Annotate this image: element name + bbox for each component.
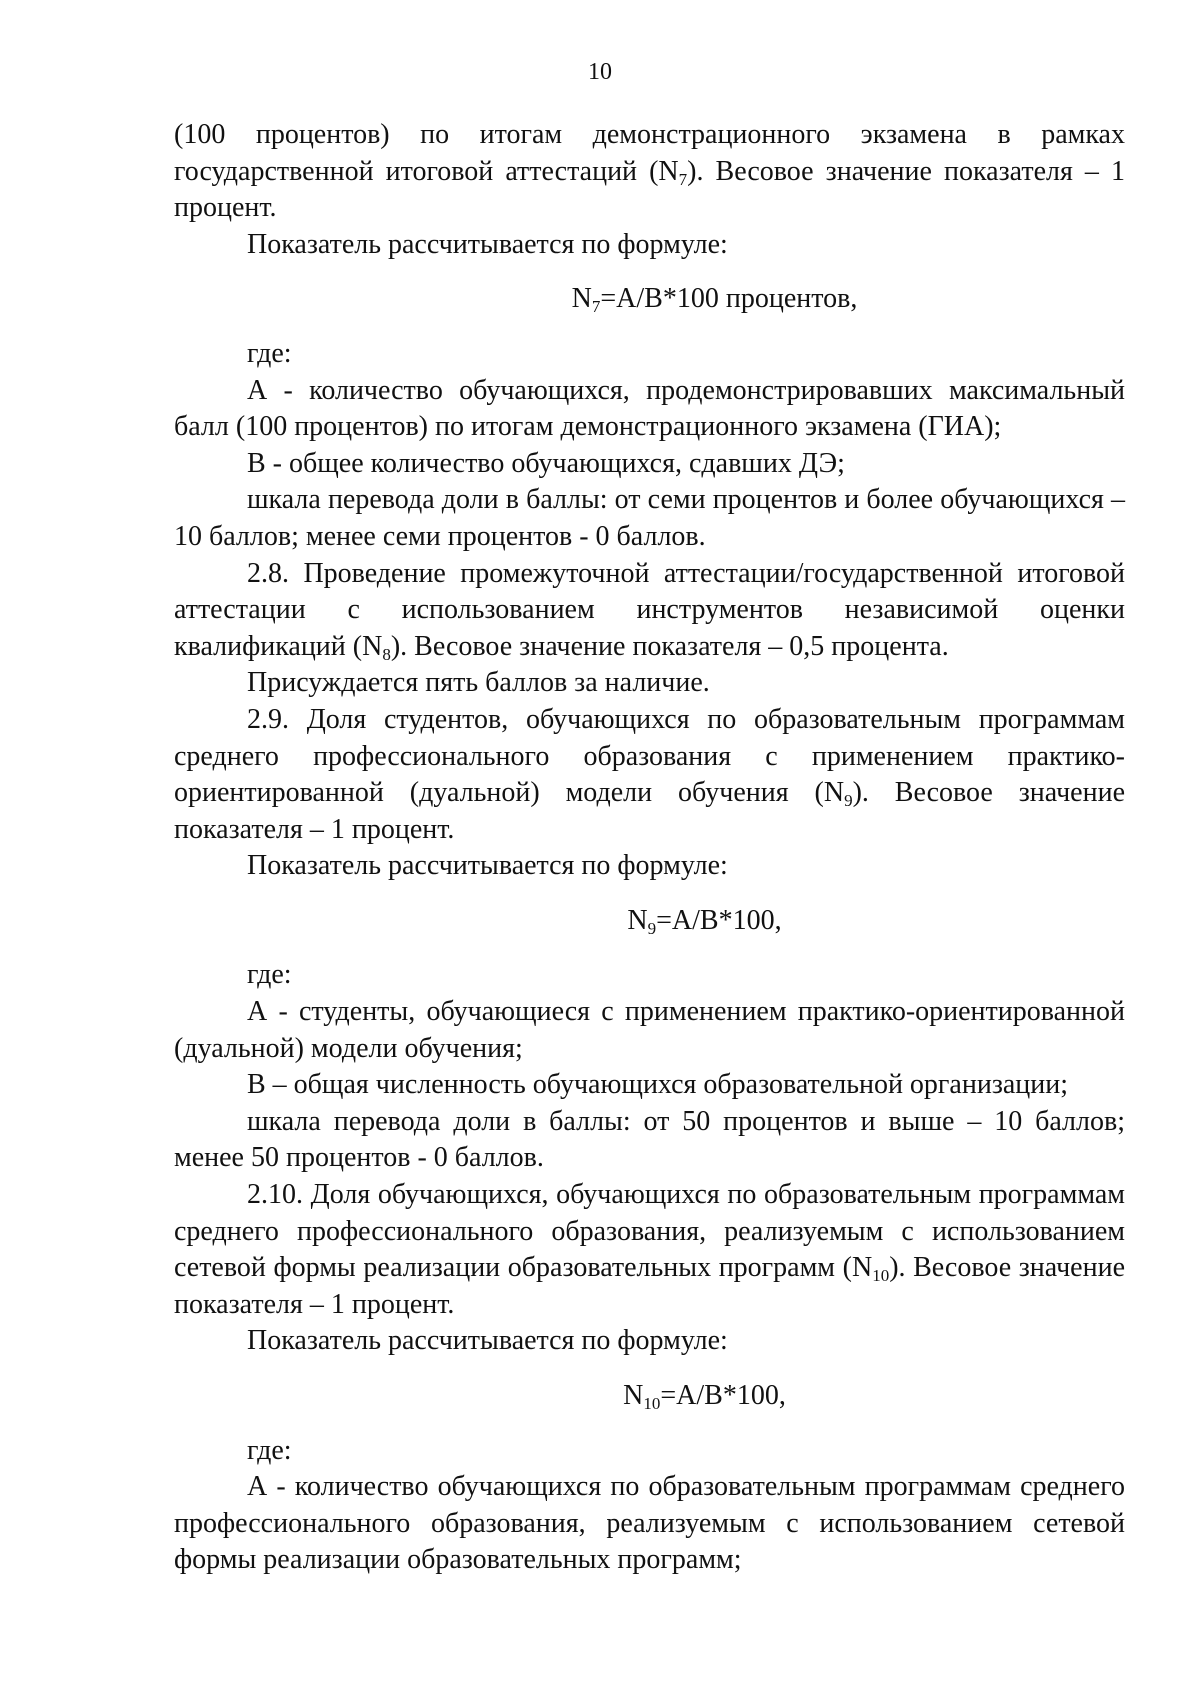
formula-intro: Показатель рассчитывается по формуле: bbox=[247, 1325, 728, 1357]
section-2-8: 2.8. Проведение промежуточной аттестации/государственной итоговой аттестации с использованием инструментов независимой оценки квалификаций $(N_8)$. Весовое значение показателя – 0,5 процента. bbox=[174, 557, 1125, 664]
definition-b: В – общая численность обучающихся образовательной организации; bbox=[247, 1069, 1069, 1101]
award-text: Присуждается пять баллов за наличие. bbox=[247, 667, 710, 699]
where-label: где: bbox=[247, 337, 292, 369]
formula-n10: $N_{10}=A/B*100$, bbox=[623, 1380, 786, 1413]
section-2-9: 2.9. Доля студентов, обучающихся по образовательным программам среднего профессионального образования с применением практико-ориентированной (дуальной) модели обучения $(N_9)$. Весовое значение показателя – 1 процент. bbox=[174, 703, 1126, 845]
scale-text: шкала перевода доли в баллы: от 50 процентов и выше – 10 баллов; менее 50 процентов - 0 баллов. bbox=[174, 1105, 1125, 1174]
page-number: 10 bbox=[588, 59, 612, 85]
paragraph-n7-continuation: (100 процентов) по итогам демонстрационного экзамена в рамках государственной итоговой аттестаций $(N_7)$. Весовое значение показателя – 1 процент. bbox=[174, 119, 1125, 224]
document-body bbox=[174, 117, 1125, 1579]
section-2-10: 2.10. Доля обучающихся, обучающихся по образовательным программам среднего профессионального образования, реализуемым с использованием сетевой формы реализации образовательных программ $(N_{10})$. Весовое значение показателя – 1 процент. bbox=[174, 1179, 1125, 1320]
definition-a: А - студенты, обучающиеся с применением практико-ориентированной (дуальной) модели обучения; bbox=[174, 996, 1125, 1064]
formula-n9: $N_9=A/B*100$, bbox=[627, 904, 782, 938]
formula-intro: Показатель рассчитывается по формуле: bbox=[247, 228, 728, 260]
definition-a: А - количество обучающихся, продемонстрировавших максимальный балл (100 процентов) по итогам демонстрационного экзамена (ГИА); bbox=[174, 374, 1125, 443]
scale-text: шкала перевода доли в баллы: от семи процентов и более обучающихся – 10 баллов; менее семи процентов - 0 баллов. bbox=[174, 484, 1125, 552]
definition-b: В - общее количество обучающихся, сдавших ДЭ; bbox=[247, 447, 845, 479]
definition-a: А - количество обучающихся по образовательным программам среднего профессионального образования, реализуемым с использованием сетевой формы реализации образовательных программ; bbox=[174, 1471, 1125, 1576]
where-label: где: bbox=[247, 959, 292, 991]
formula-intro: Показатель рассчитывается по формуле: bbox=[247, 850, 728, 882]
formula-n7: $N_7=A/B*100$ процентов, bbox=[571, 283, 858, 317]
where-label: где: bbox=[247, 1434, 292, 1466]
